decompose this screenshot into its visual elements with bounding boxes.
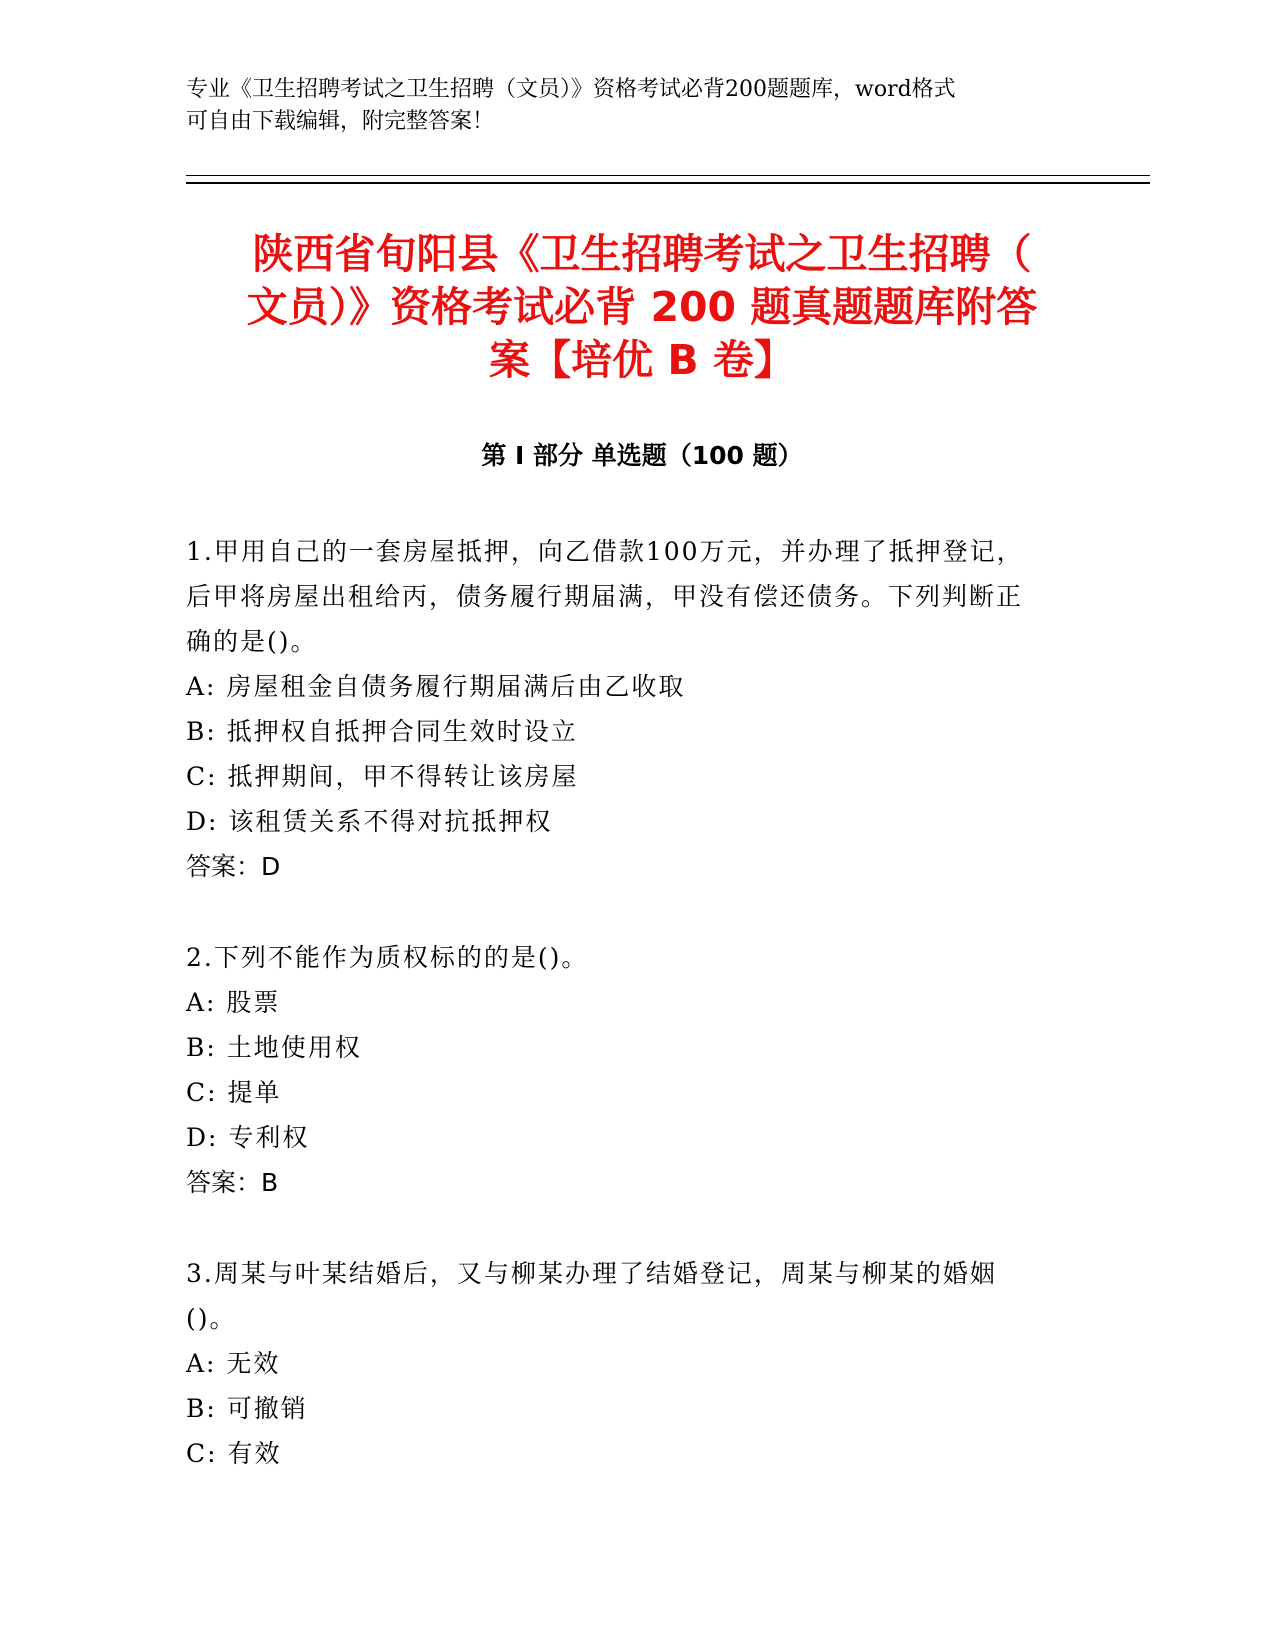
header-note-line-2: 可自由下载编辑，附完整答案！ xyxy=(186,109,495,134)
question-1 xyxy=(186,529,1046,889)
option-b: B: 土地使用权 xyxy=(186,1033,362,1062)
option-b: B: 抵押权自抵押合同生效时设立 xyxy=(186,717,578,746)
question-stem: 3.周某与叶某结婚后，又与柳某办理了结婚登记，周某与柳某的婚姻()。 xyxy=(186,1259,997,1333)
header-divider-thick xyxy=(186,182,1150,184)
document-title-line-3: 案【培优 B 卷】 xyxy=(489,336,795,384)
option-c: C: 提单 xyxy=(186,1078,282,1107)
option-c: C: 有效 xyxy=(186,1439,282,1468)
header-note-line-1: 专业《卫生招聘考试之卫生招聘（文员）》资格考试必背200题题库，word格式 xyxy=(186,77,956,102)
header-divider-thin xyxy=(186,175,1150,176)
option-a: A: 房屋租金自债务履行期届满后由乙收取 xyxy=(186,672,686,701)
option-a: A: 股票 xyxy=(186,988,281,1017)
section-heading: 第 I 部分 单选题（100 题） xyxy=(481,441,803,470)
question-2 xyxy=(186,935,1046,1205)
question-stem: 1.甲用自己的一套房屋抵押，向乙借款100万元，并办理了抵押登记，后甲将房屋出租给丙，债务履行期届满，甲没有偿还债务。下列判断正确的是()。 xyxy=(186,537,1024,656)
question-3 xyxy=(186,1251,1046,1476)
question-stem: 2.下列不能作为质权标的的是()。 xyxy=(186,943,589,972)
header-note xyxy=(186,74,1086,138)
answer: 答案：D xyxy=(186,852,281,881)
document-title xyxy=(186,228,1098,387)
option-d: D: 该租赁关系不得对抗抵押权 xyxy=(186,807,553,836)
option-d: D: 专利权 xyxy=(186,1123,310,1152)
option-c: C: 抵押期间，甲不得转让该房屋 xyxy=(186,762,579,791)
option-b: B: 可撤销 xyxy=(186,1394,308,1423)
question-list xyxy=(186,529,1046,1522)
document-title-line-2: 文员）》资格考试必背 200 题真题题库附答 xyxy=(246,283,1038,331)
document-title-line-1: 陕西省旬阳县《卫生招聘考试之卫生招聘（ xyxy=(252,230,1032,278)
option-a: A: 无效 xyxy=(186,1349,281,1378)
answer: 答案：B xyxy=(186,1168,279,1197)
